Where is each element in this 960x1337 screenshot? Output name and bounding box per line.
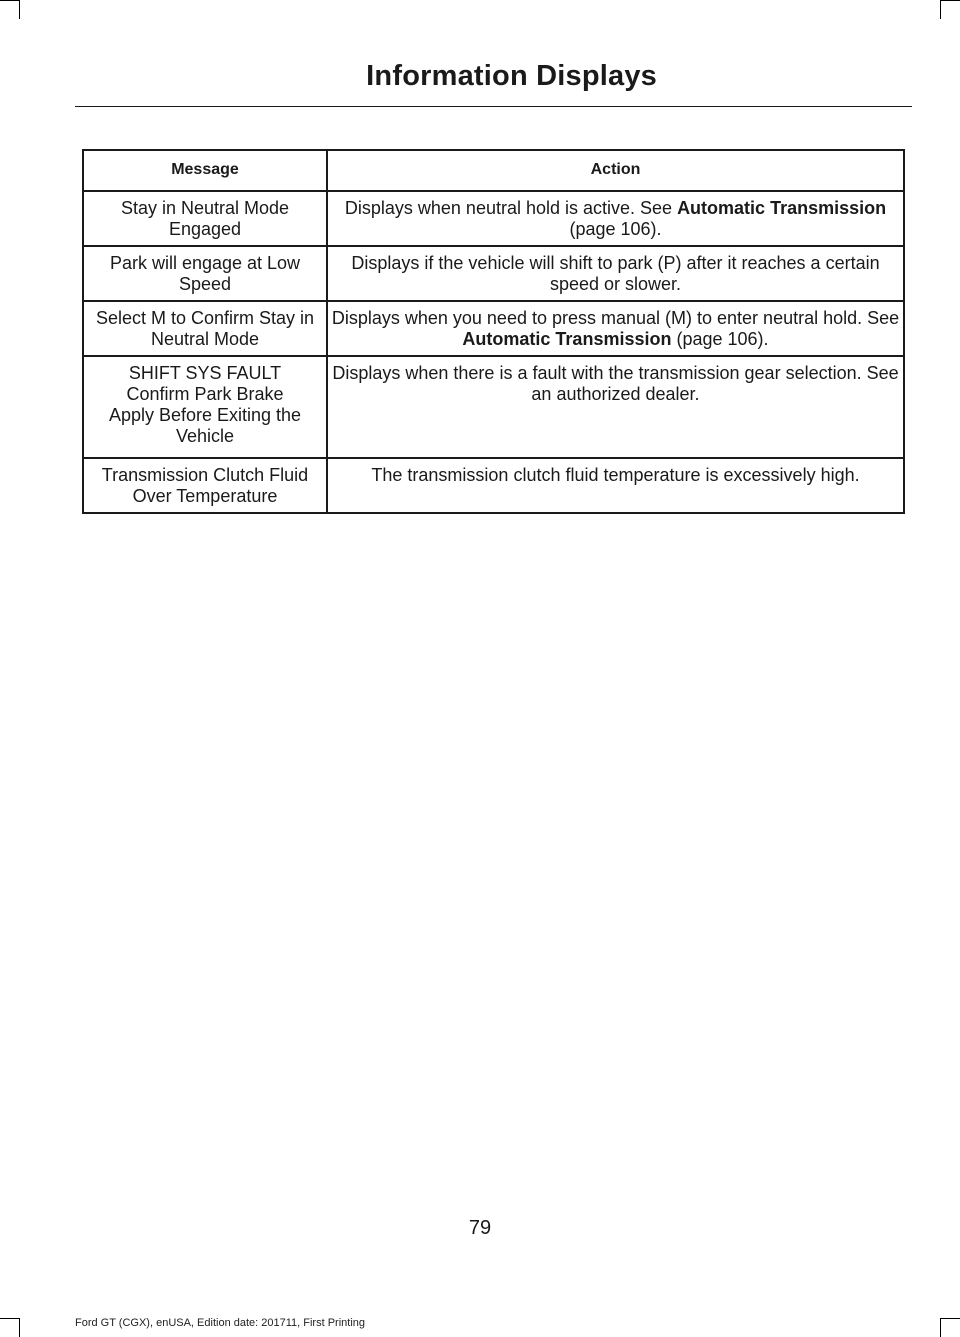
action-text: Displays if the vehicle will shift to park (P) after it reaches a certain speed or slower.	[351, 253, 880, 294]
crop-mark	[941, 0, 960, 1]
message-cell	[83, 356, 327, 458]
action-cell	[327, 356, 904, 458]
action-cell	[327, 191, 904, 246]
footer-edition-info: Ford GT (CGX), enUSA, Edition date: 201711, First Printing	[75, 1317, 365, 1329]
crop-mark	[19, 0, 20, 19]
crop-mark	[0, 0, 19, 1]
message-line: SHIFT SYS FAULT	[128, 363, 282, 383]
action-text: Displays when neutral hold is active. See	[344, 198, 678, 218]
message-cell	[83, 246, 327, 301]
column-header-action: Action	[327, 150, 904, 191]
message-cell	[83, 301, 327, 356]
message-text: Select M to Confirm Stay in Neutral Mode	[95, 308, 315, 349]
crop-mark	[940, 1318, 941, 1337]
action-text: The transmission clutch fluid temperature is excessively high.	[371, 465, 860, 485]
table-row	[83, 356, 904, 458]
table-row	[83, 191, 904, 246]
message-line: Apply Before Exiting the Vehicle	[108, 405, 302, 446]
crop-mark	[941, 1318, 960, 1319]
column-header-message: Message	[83, 150, 327, 191]
cross-reference-link[interactable]: Automatic Transmission	[462, 329, 672, 349]
message-cell	[83, 458, 327, 513]
message-line: Confirm Park Brake	[126, 384, 284, 404]
crop-mark	[19, 1318, 20, 1337]
crop-mark	[940, 0, 941, 19]
message-text: Transmission Clutch Fluid Over Temperature	[101, 465, 309, 506]
message-text: Park will engage at Low Speed	[109, 253, 301, 294]
message-text: Stay in Neutral Mode Engaged	[120, 198, 290, 239]
table-row	[83, 246, 904, 301]
page-reference: (page 106).	[671, 329, 769, 349]
action-text: Displays when there is a fault with the transmission gear selection. See an authorized dealer.	[332, 363, 899, 404]
cross-reference-link[interactable]: Automatic Transmission	[677, 198, 887, 218]
crop-mark	[0, 1318, 19, 1319]
action-cell	[327, 458, 904, 513]
table-row	[83, 458, 904, 513]
action-cell	[327, 246, 904, 301]
table-header-row	[83, 150, 904, 191]
page-number: 79	[468, 1217, 492, 1239]
page-reference: (page 106).	[569, 219, 662, 239]
action-cell	[327, 301, 904, 356]
action-text: Displays when you need to press manual (M) to enter neutral hold. See	[331, 308, 900, 328]
messages-table	[82, 149, 905, 514]
message-cell	[83, 191, 327, 246]
header-rule	[75, 106, 912, 107]
page-title: Information Displays	[366, 60, 657, 92]
table-row	[83, 301, 904, 356]
